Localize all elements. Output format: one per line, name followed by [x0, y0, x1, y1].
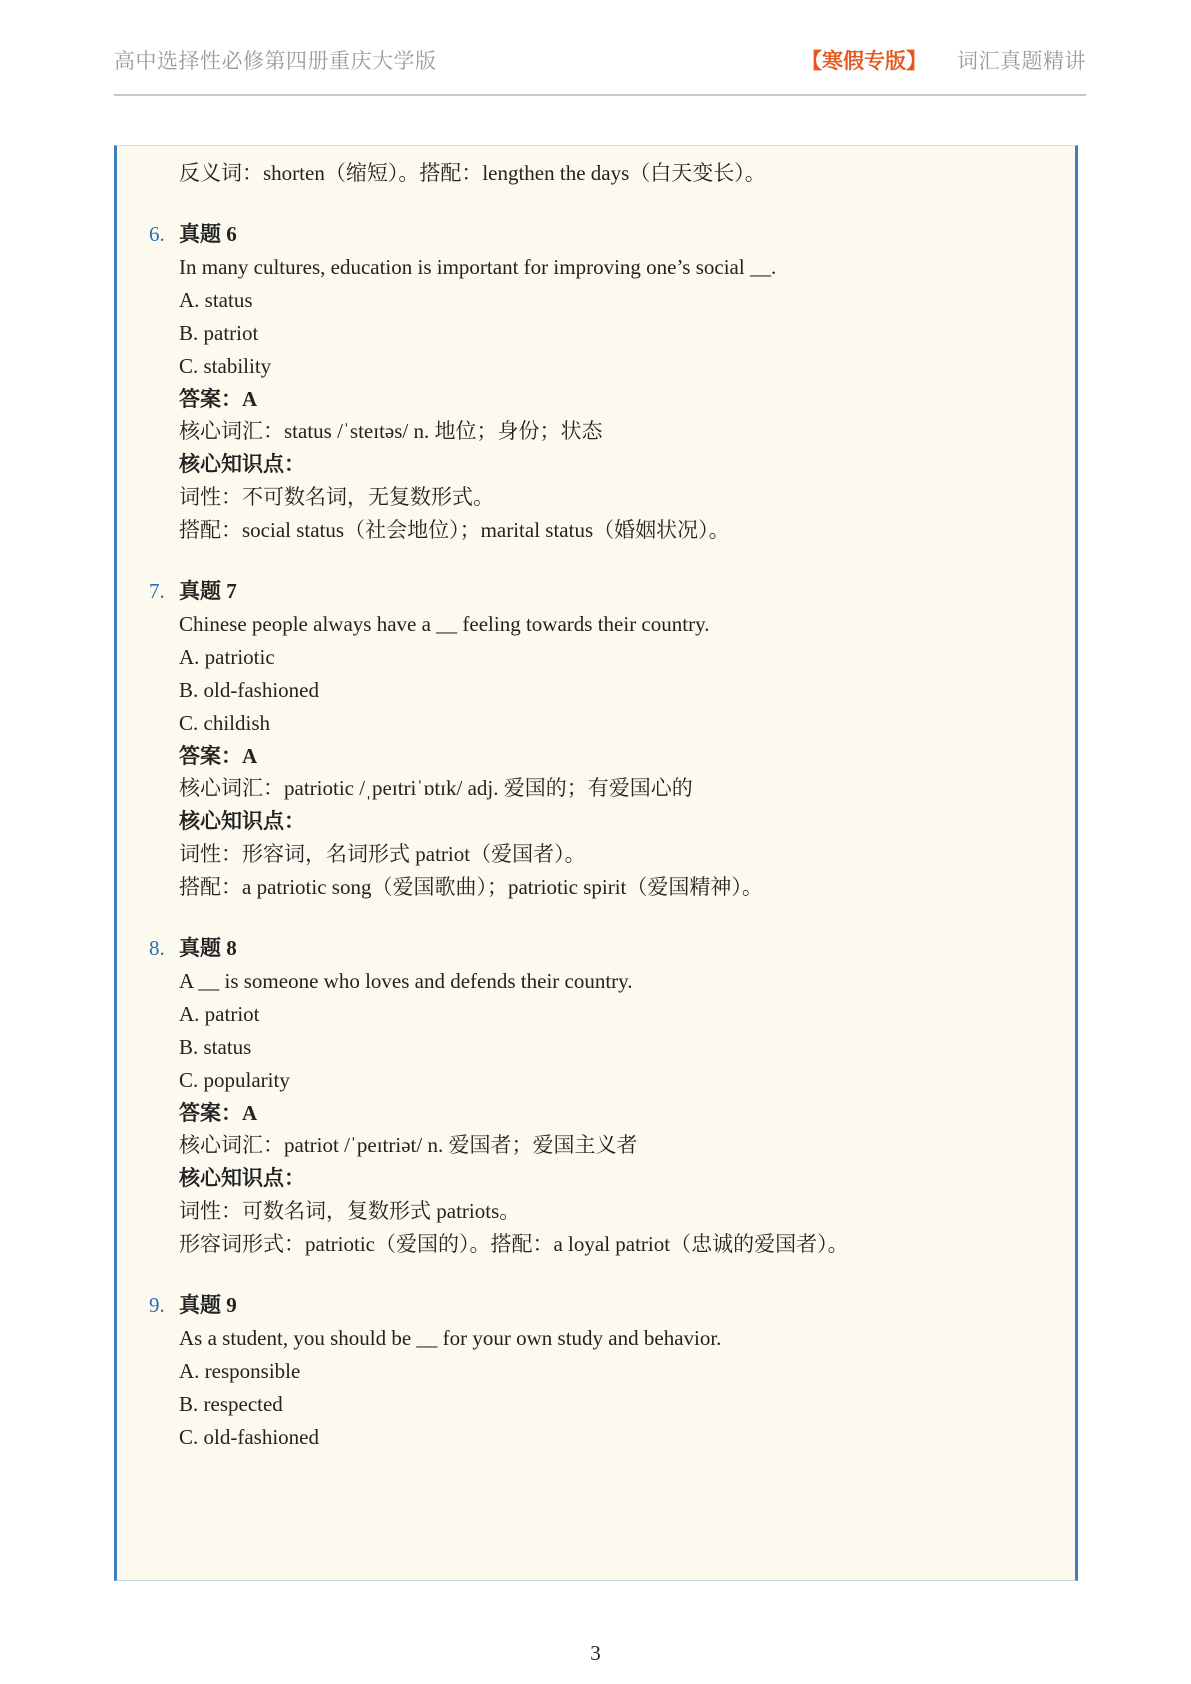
- answer: 答案：A: [179, 744, 258, 768]
- note: 形容词形式：patriotic（爱国的）。搭配：a loyal patriot（忠诚的爱国者）。: [179, 1232, 849, 1256]
- answer: 答案：A: [179, 387, 258, 411]
- question-stem: Chinese people always have a __ feeling towards their country.: [179, 612, 710, 636]
- option-a: A. responsible: [179, 1359, 301, 1383]
- answer: 答案：A: [179, 1101, 258, 1125]
- section-title: 词汇真题精讲: [957, 49, 1086, 73]
- core-vocab: 核心词汇：patriotic /ˌpeɪtriˈɒtɪk/ adj. 爱国的；有爱国心的: [179, 776, 693, 800]
- question-number: 6.: [149, 222, 165, 246]
- option-a: A. status: [179, 288, 253, 312]
- option-c: C. old-fashioned: [179, 1425, 319, 1449]
- question-title: 真题 7: [179, 579, 237, 603]
- core-vocab: 核心词汇：status /ˈsteɪtəs/ n. 地位；身份；状态: [179, 419, 603, 443]
- note: 词性：形容词，名词形式 patriot（爱国者）。: [179, 842, 586, 866]
- question-title: 真题 6: [179, 222, 237, 246]
- knowledge-heading: 核心知识点：: [179, 809, 305, 833]
- question-stem: As a student, you should be __ for your own study and behavior.: [179, 1326, 722, 1350]
- option-b: B. old-fashioned: [179, 678, 319, 702]
- question-stem: A __ is someone who loves and defends their country.: [179, 969, 633, 993]
- question-number: 9.: [149, 1293, 165, 1317]
- question-title: 真题 8: [179, 936, 237, 960]
- option-a: A. patriotic: [179, 645, 275, 669]
- question-number: 8.: [149, 936, 165, 960]
- header-right: [801, 45, 1086, 75]
- option-b: B. respected: [179, 1392, 283, 1416]
- page-number: 3: [590, 1641, 601, 1665]
- header-divider: [114, 94, 1086, 96]
- option-c: C. stability: [179, 354, 272, 378]
- knowledge-heading: 核心知识点：: [179, 452, 305, 476]
- question-title: 真题 9: [179, 1293, 237, 1317]
- question-stem: In many cultures, education is important for improving one’s social __.: [179, 255, 777, 279]
- option-b: B. status: [179, 1035, 252, 1059]
- book-title: 高中选择性必修第四册重庆大学版: [114, 49, 437, 73]
- note: 词性：不可数名词，无复数形式。: [179, 485, 494, 509]
- note: 搭配：a patriotic song（爱国歌曲）；patriotic spirit（爱国精神）。: [179, 875, 763, 899]
- option-a: A. patriot: [179, 1002, 260, 1026]
- option-b: B. patriot: [179, 321, 259, 345]
- question-number: 7.: [149, 579, 165, 603]
- knowledge-heading: 核心知识点：: [179, 1166, 305, 1190]
- continuation-text: 反义词：shorten（缩短）。搭配：lengthen the days（白天变长）。: [179, 161, 766, 185]
- note: 搭配：social status（社会地位）；marital status（婚姻状况）。: [179, 518, 730, 542]
- option-c: C. popularity: [179, 1068, 290, 1092]
- option-c: C. childish: [179, 711, 271, 735]
- core-vocab: 核心词汇：patriot /ˈpeɪtriət/ n. 爱国者；爱国主义者: [179, 1133, 638, 1157]
- content-box: [114, 145, 1078, 1581]
- edition-tag: 【寒假专版】: [801, 49, 927, 73]
- note: 词性：可数名词，复数形式 patriots。: [179, 1199, 521, 1223]
